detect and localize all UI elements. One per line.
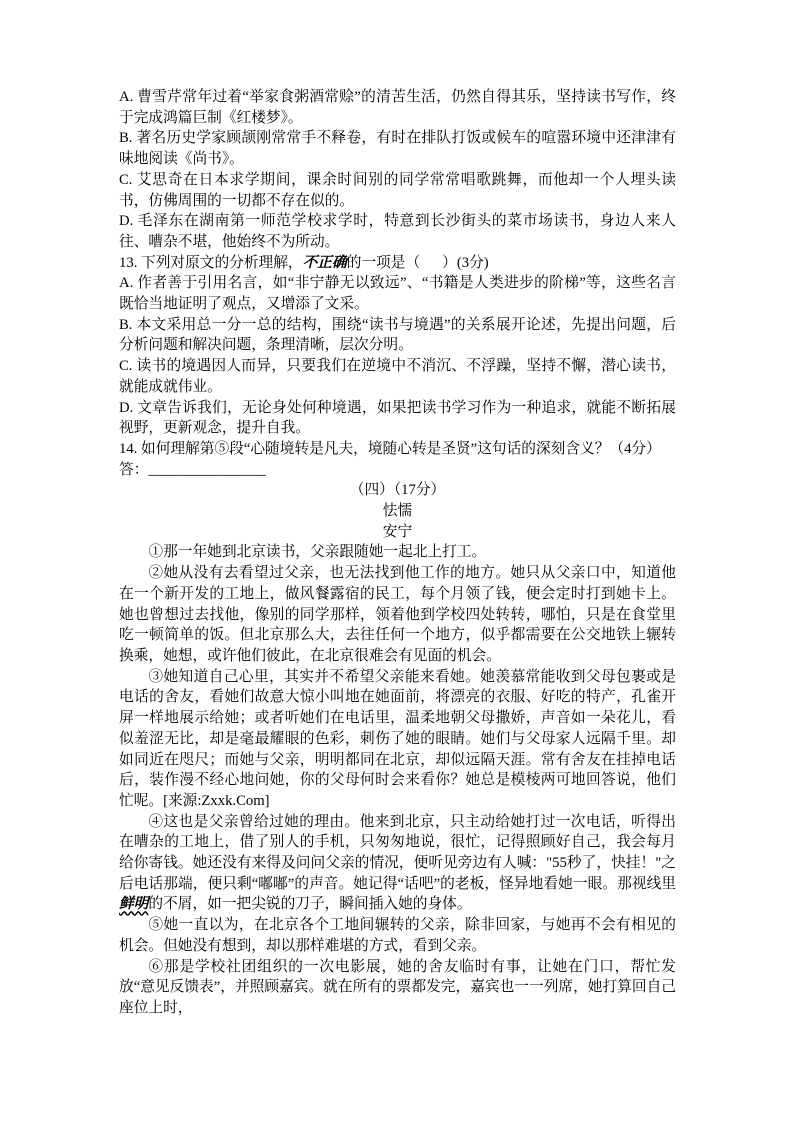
passage-title: 怯懦 <box>382 503 413 520</box>
question-13-prefix: 13. 下列对原文的分析理解， <box>119 254 303 271</box>
q12-option-d: D. 毛泽东在湖南第一师范学校求学时，特意到长沙街头的菜市场读书，身边人来人往、嘈杂不堪，他始终不为所动。 <box>119 213 676 250</box>
passage-paragraph-2: ②她从没有去看望过父亲，也无法找到他工作的地方。她只从父亲口中，知道他在一个新开发的工地上，做风餐露宿的民工，每个月领了钱，便会定时打到她卡上。她也曾想过去找他，像别的同学那样，领着他到学校四处转转，哪怕，只是在食堂里吃一顿简单的饭。但北京那么大，去往任何一个地方，似乎都需要在公交地铁上辗转换乘，她想，或许他们彼此，在北京很难会有见面的机会。 <box>119 565 676 664</box>
passage-author: 安宁 <box>382 523 413 540</box>
passage-paragraph-5: ⑤她一直以为，在北京各个工地间辗转的父亲，除非回家，与她再不会有相见的机会。但她没有想到，却以那样难堪的方式，看到父亲。 <box>119 917 676 954</box>
question-13-emphasis: 不正确 <box>302 254 347 271</box>
passage-paragraph-4-prefix: ④这也是父亲曾给过她的理由。他来到北京，只主动给她打过一次电话，听得出在嘈杂的工地上，借了别人的手机，只匆匆地说，很忙，记得照顾好自己，我会每月给你寄钱。她还没有来得及问问父亲的情况，便听见旁边有人喊："55秒了，快挂！"之后电话那端，便只剩“嘟嘟”的声音。她记得“话吧”的老板，怪异地看她一眼。那视线里 <box>119 813 676 892</box>
passage-paragraph-4 <box>119 812 676 916</box>
q13-option-b: B. 本文采用总一分一总的结构，围绕“读书与境遇”的关系展开论述，先提出问题，后分析问题和解决问题，条理清晰，层次分明。 <box>119 316 676 354</box>
passage-paragraph-4-suffix: 的不屑，如一把尖锐的刀子，瞬间插入她的身体。 <box>148 896 472 913</box>
passage-paragraph-6: ⑥那是学校社团组织的一次电影展，她的舍友临时有事，让她在门口，帮忙发放“意见反馈表”，并照顾嘉宾。就在所有的票都发完，嘉宾也一一列席，她打算回自己座位上时， <box>119 958 676 1016</box>
q13-option-d: D. 文章告诉我们，无论身处何种境遇，如果把读书学习作为一种追求，就能不断拓展视野，更新观念，提升自我。 <box>119 399 676 437</box>
q12-option-b: B. 著名历史学家顾颉刚常常手不释卷，有时在排队打饭或候车的喧嚣环境中还津津有味地阅读《尚书》。 <box>119 130 676 168</box>
q13-option-a: A. 作者善于引用名言，如“非宁静无以致远”、“书籍是人类进步的阶梯”等，这些名言既恰当地证明了观点，又增添了文采。 <box>119 275 676 313</box>
question-14-stem: 14. 如何理解第⑤段“心随境转是凡夫，境随心转是圣贤”这句话的深刻含义？（4分） <box>119 440 661 457</box>
question-13-suffix: 的一项是（ ）(3分) <box>346 254 489 271</box>
q12-option-c: C. 艾思奇在日本求学期间，课余时间别的同学常常唱歌跳舞，而他却一个人埋头读书，仿佛周围的一切都不存在似的。 <box>119 171 676 209</box>
passage-paragraph-1: ①那一年她到北京读书，父亲跟随她一起北上打工。 <box>148 544 487 561</box>
passage-paragraph-4-emphasis: 鲜明 <box>119 896 149 913</box>
question-13-stem <box>119 253 676 274</box>
answer-blank: ________________ <box>148 461 266 478</box>
answer-label: 答： <box>119 461 149 478</box>
passage-paragraph-3: ③她知道自己心里，其实并不希望父亲能来看她。她羡慕常能收到父母包裹或是电话的舍友，看她们故意大惊小叫地在她面前，将漂亮的衣服、好吃的特产，孔雀开屏一样地展示给她；或者听她们在电话里，温柔地朝父母撒娇，声音如一朵花儿，看似羞涩无比，却是毫最耀眼的色彩，刺伤了她的眼睛。她们与父母家人远隔千里。却如同近在咫尺；而她与父亲，明明都同在北京，却似远隔天涯。常有舍友在挂掉电话后，装作漫不经心地问她，你的父母何时会来看你？她总是模棱两可地回答说，他们忙呢。[来源:Zxxk.Com] <box>119 668 676 809</box>
q13-option-c: C. 读书的境遇因人而异，只要我们在逆境中不消沉、不浮躁，坚持不懈，潜心读书，就能成就伟业。 <box>119 358 676 395</box>
question-14-answer-line <box>119 460 676 481</box>
section-heading: （四）（17分） <box>349 482 446 499</box>
q12-option-a: A. 曹雪芹常年过着“举家食粥酒常赊”的清苦生活，仍然自得其乐，坚持读书写作，终于完成鸿篇巨制《红楼梦》。 <box>119 89 676 126</box>
